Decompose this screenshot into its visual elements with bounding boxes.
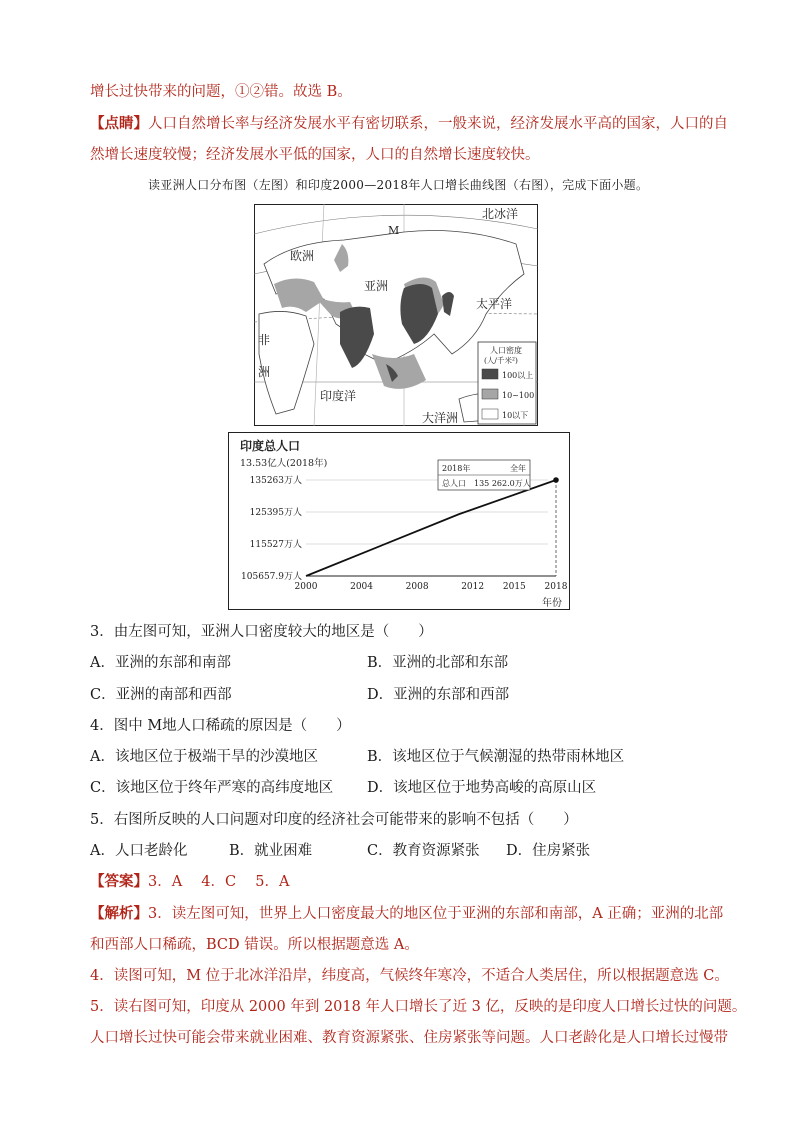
answer-line (90, 872, 289, 892)
map-legend (478, 342, 536, 424)
annotation-period: 全年 (510, 464, 526, 473)
question-5: 5．右图所反映的人口问题对印度的经济社会可能带来的影响不包括（ ） (90, 812, 578, 828)
legend-swatch-mid (482, 389, 498, 399)
x-tick-label: 2012 (461, 582, 485, 592)
y-tick-label: 105657.9万人 (241, 572, 302, 582)
analysis-line-4: 5．读右图可知，印度从 2000 年到 2018 年人口增长了近 3 亿，反映的是印度人口增长过快的问题。 (90, 999, 747, 1015)
legend-swatch-low (482, 409, 498, 419)
india-population-chart (228, 432, 570, 610)
question-4: 4．图中 M地人口稀疏的原因是（ ） (90, 718, 351, 734)
label-africa-2: 洲 (258, 365, 271, 379)
intro-line: 增长过快带来的问题，①②错。故选 B。 (90, 84, 352, 100)
q5-option-d: D．住房紧张 (506, 843, 591, 859)
x-tick-label: 2004 (350, 582, 374, 592)
chart-xlabel: 年份 (542, 598, 562, 609)
figure-caption: 读亚洲人口分布图（左图）和印度2000—2018年人口增长曲线图（右图），完成下面小题。 (148, 178, 649, 192)
annotation-label: 总人口 (442, 479, 466, 488)
endpoint-marker (553, 477, 559, 483)
y-tick-label: 125395万人 (249, 507, 302, 518)
label-asia: 亚洲 (364, 279, 389, 293)
label-arctic: 北冰洋 (482, 207, 519, 221)
x-tick-label: 2008 (405, 582, 429, 592)
y-tick-label: 115527万人 (249, 539, 302, 550)
q4-option-b: B．该地区位于气候潮湿的热带雨林地区 (367, 749, 625, 765)
tip-line-2: 然增长速度较慢；经济发展水平低的国家，人口的自然增长速度较快。 (90, 147, 540, 163)
label-oceania: 大洋洲 (422, 411, 459, 425)
analysis-line-2: 和西部人口稀疏，BCD 错误。所以根据题意选 A。 (90, 937, 419, 953)
question-3: 3．由左图可知，亚洲人口密度较大的地区是（ ） (90, 624, 433, 640)
analysis-line-1 (90, 904, 723, 924)
legend-label-high: 100以上 (502, 371, 534, 380)
chart-subtitle: 13.53亿人(2018年) (240, 458, 328, 469)
label-pacific: 太平洋 (476, 297, 513, 311)
label-africa-1: 非 (258, 333, 271, 347)
q3-option-d: D．亚洲的东部和西部 (367, 687, 510, 703)
x-tick-label: 2015 (502, 582, 526, 592)
legend-swatch-high (482, 369, 498, 379)
q5-option-a: A．人口老龄化 (90, 843, 188, 859)
legend-label-mid: 10~100 (502, 391, 535, 400)
legend-label-low: 10以下 (502, 411, 529, 420)
analysis-line-3: 4．读图可知，M 位于北冰洋沿岸，纬度高，气候终年寒冷，不适合人类居住，所以根据题意选 C。 (90, 968, 729, 984)
legend-unit: (人/千米²) (484, 356, 518, 365)
q4-option-a: A．该地区位于极端干旱的沙漠地区 (90, 749, 318, 765)
asia-population-map (254, 204, 538, 426)
q3-option-b: B．亚洲的北部和东部 (367, 655, 509, 671)
label-m: M (388, 224, 400, 237)
legend-title: 人口密度 (490, 346, 522, 355)
y-tick-label: 135263万人 (249, 476, 302, 486)
q4-option-c: C．该地区位于终年严寒的高纬度地区 (90, 780, 334, 796)
x-tick-label: 2000 (294, 582, 318, 592)
answer-text: 3．A 4．C 5．A (148, 874, 290, 890)
q5-option-b: B．就业困难 (229, 843, 313, 859)
annotation-value: 135 262.0万人 (474, 479, 531, 488)
q5-option-c: C．教育资源紧张 (367, 843, 480, 859)
q4-option-d: D．该地区位于地势高峻的高原山区 (367, 780, 597, 796)
analysis-line-5: 人口增长过快可能会带来就业困难、教育资源紧张、住房紧张等问题。人口老龄化是人口增长过慢带 (90, 1030, 728, 1046)
chart-title: 印度总人口 (240, 439, 301, 453)
tip-text-1: 人口自然增长率与经济发展水平有密切联系，一般来说，经济发展水平高的国家，人口的自 (148, 116, 728, 132)
label-indian-ocean: 印度洋 (320, 389, 357, 403)
x-tick-label: 2018 (544, 582, 568, 592)
q3-option-a: A．亚洲的东部和南部 (90, 655, 231, 671)
tip-line-1 (90, 114, 728, 134)
analysis-text-1: 3．读左图可知，世界上人口密度最大的地区位于亚洲的东部和南部，A 正确；亚洲的北部 (148, 906, 724, 922)
tip-tag: 【点睛】 (90, 115, 148, 132)
analysis-tag: 【解析】 (90, 905, 148, 922)
chart-annotation (438, 460, 531, 490)
answer-tag: 【答案】 (90, 873, 148, 890)
annotation-year: 2018年 (442, 464, 471, 473)
label-europe: 欧洲 (290, 249, 315, 263)
q3-option-c: C．亚洲的南部和西部 (90, 687, 232, 703)
